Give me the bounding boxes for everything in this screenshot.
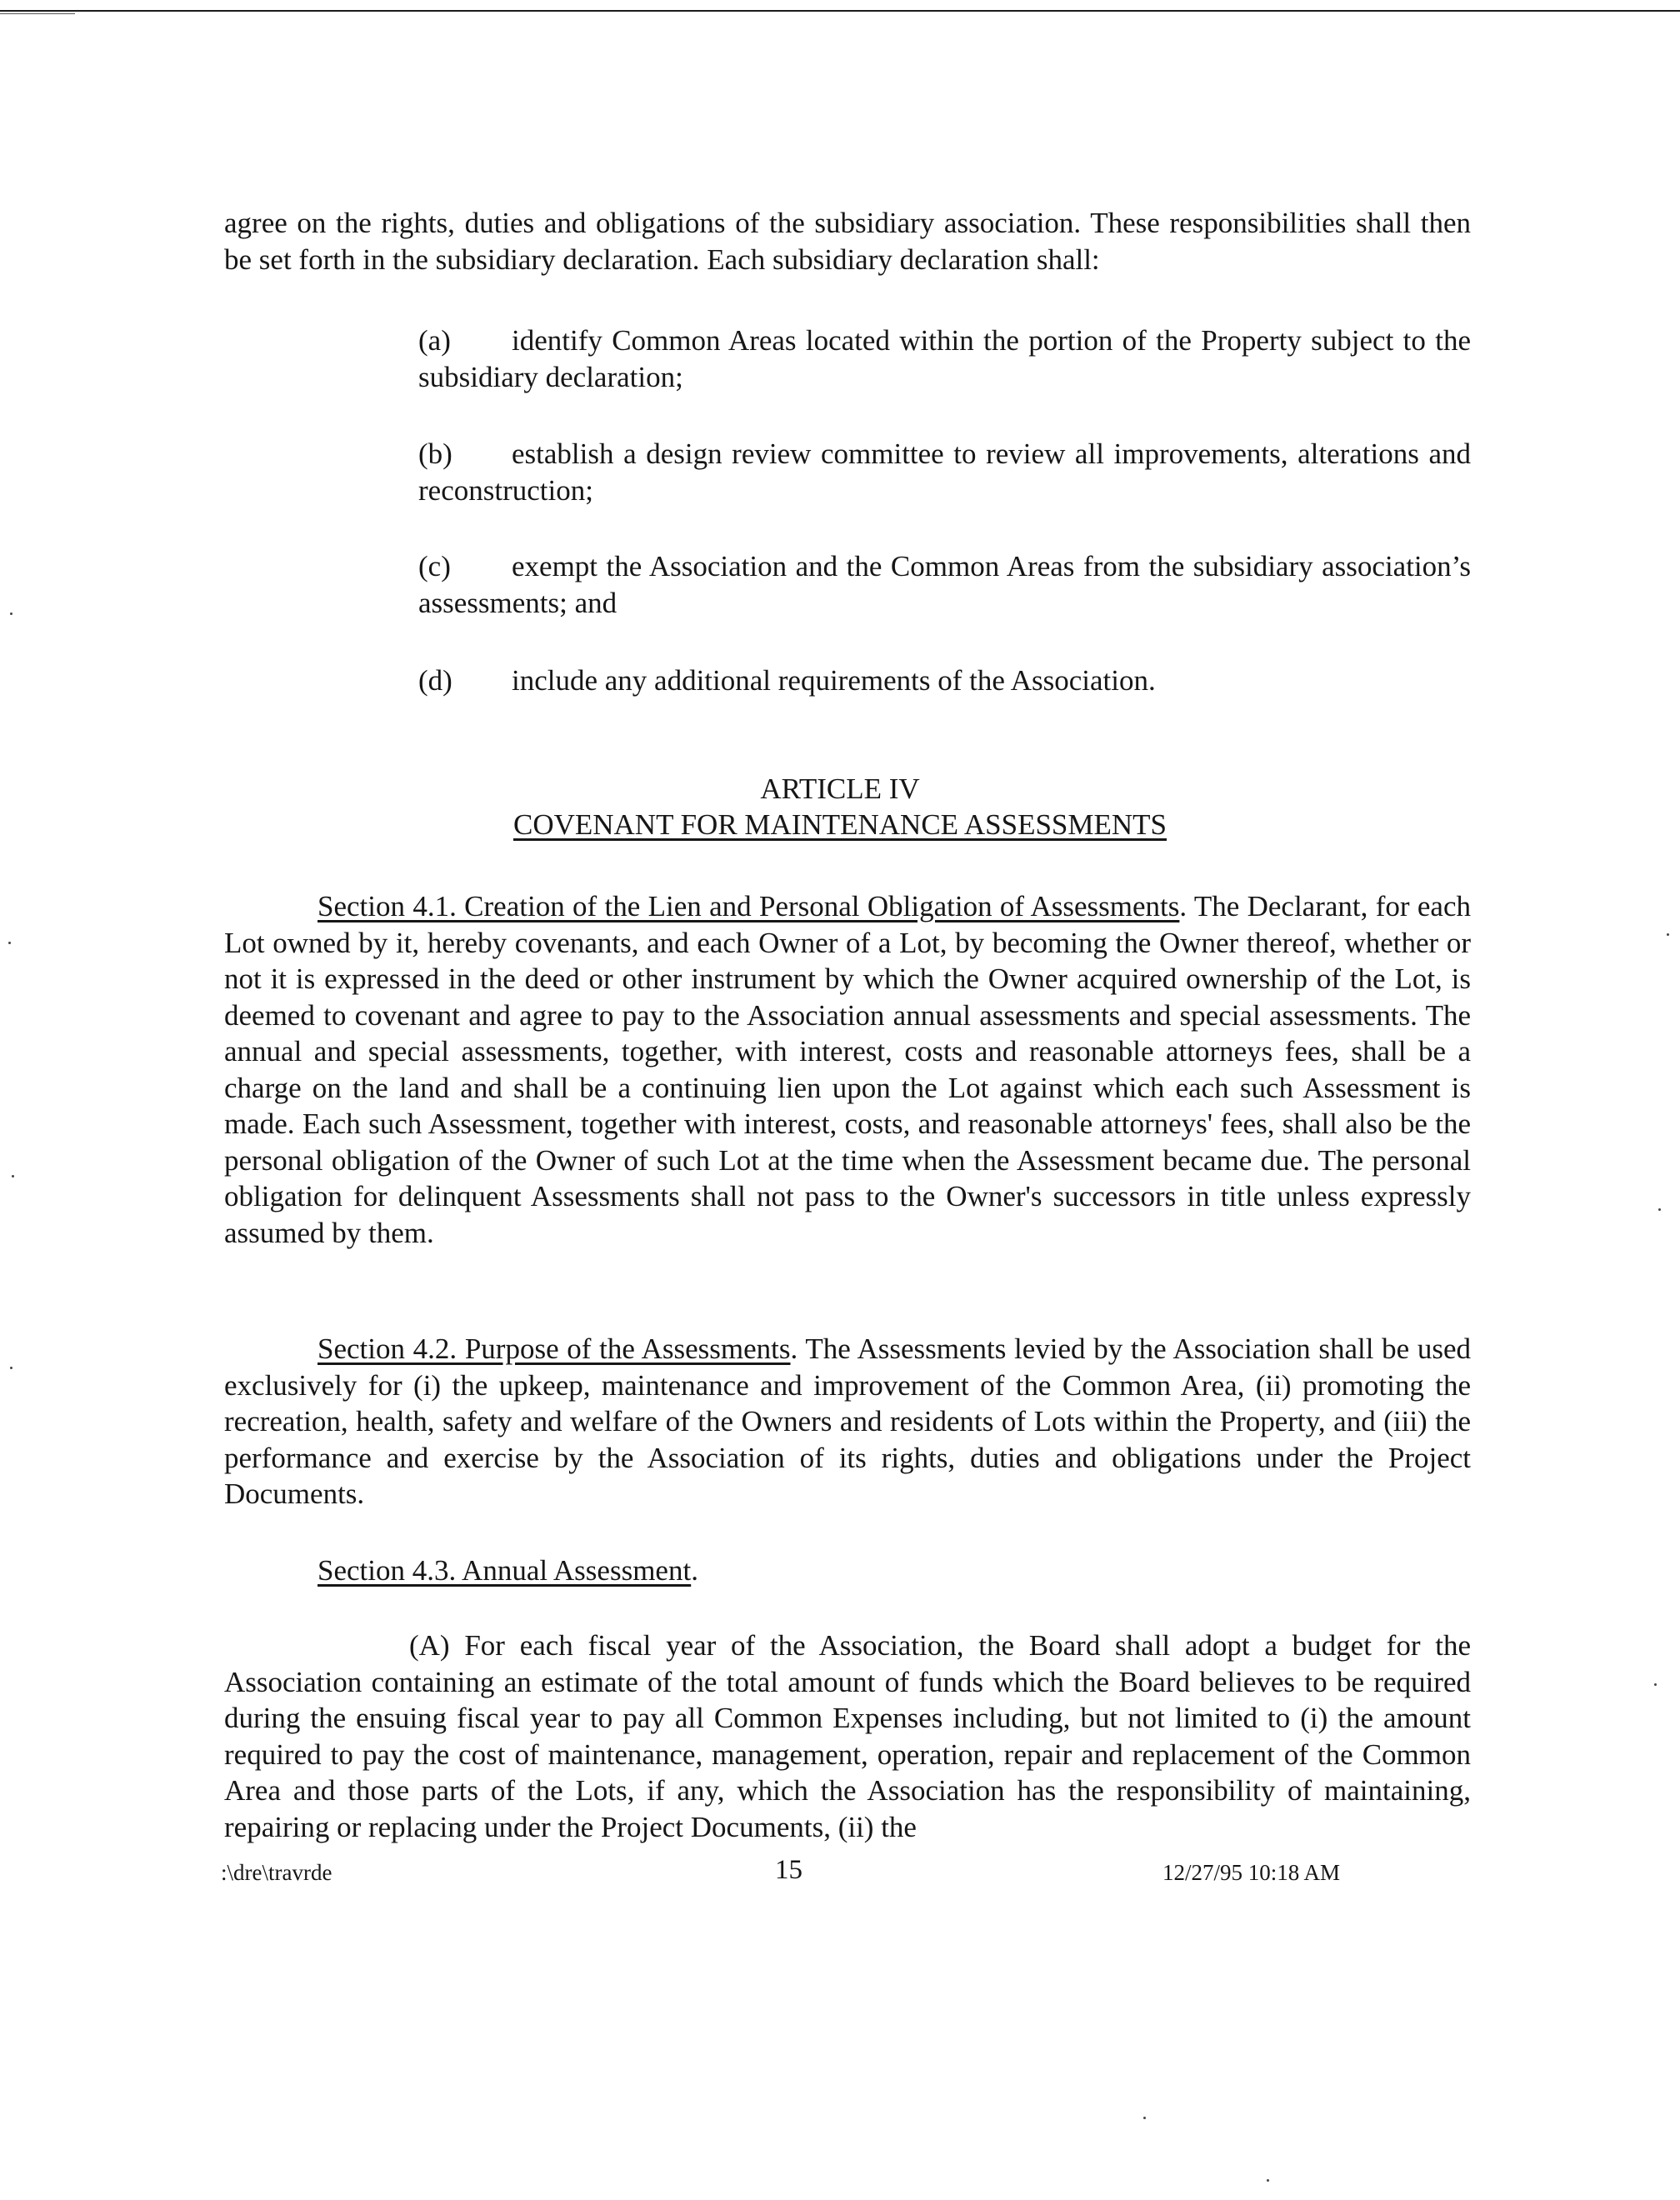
scan-speck	[1667, 933, 1669, 936]
page-number: 15	[775, 1855, 802, 1885]
top-scan-rule-thin	[0, 13, 75, 14]
section-4-3: Section 4.3. Annual Assessment.	[318, 1554, 698, 1587]
footer-datetime: 12/27/95 10:18 AM	[1162, 1860, 1341, 1885]
section-heading: Section 4.1. Creation of the Lien and Personal Obligation of Assessments	[318, 890, 1180, 922]
scan-speck	[1658, 1208, 1661, 1211]
subsection-label: (A)	[409, 1629, 450, 1662]
article-title: COVENANT FOR MAINTENANCE ASSESSMENTS	[512, 808, 1168, 841]
list-item-text: exempt the Association and the Common Areas from the subsidiary association’s assessments; and	[418, 550, 1471, 619]
footer-file-path: :\dre\travrde	[221, 1860, 332, 1885]
scan-speck	[10, 1367, 12, 1369]
list-item-label: (d)	[418, 664, 452, 697]
list-item-label: (a)	[418, 324, 451, 357]
scan-speck	[8, 942, 11, 944]
section-body: The Declarant, for each Lot owned by it, hereby covenants, and each Owner of a Lot, by becoming the Owner thereof, whether or not it is expressed in the deed or other instrument by which the Owner acquired ownership of the Lot, is deemed to covenant and agree to pay to the Association annual assessments and special assessments. The annual and special assessments, together, with interest, costs and reasonable attorneys fees, shall be a charge on the land and shall be a continuing lien upon the Lot against which each such Assessment is made. Each such Assessment, together with interest, costs, and reasonable attorneys' fees, shall also be the personal obligation of the Owner of such Lot at the time when the Assessment became due. The personal obligation for delinquent Assessments shall not pass to the Owner's successors in title unless expressly assumed by them.	[224, 890, 1471, 1249]
section-heading: Section 4.3. Annual Assessment	[318, 1554, 692, 1587]
list-item-label: (b)	[418, 438, 452, 470]
list-item-label: (c)	[418, 550, 451, 582]
list-item-d	[418, 662, 1471, 699]
list-item-text: identify Common Areas located within the portion of the Property subject to the subsidiary declaration;	[418, 324, 1471, 393]
section-4-1: Section 4.1. Creation of the Lien and Personal Obligation of Assessments. The Declarant, for each Lot owned by it, hereby covenants, and each Owner of a Lot, by becoming the Owner thereof, whether or not it is expressed in the deed or other instrument by which the Owner acquired ownership of the Lot, is deemed to covenant and agree to pay to the Association annual assessments and special assessments. The annual and special assessments, together, with interest, costs and reasonable attorneys fees, shall be a charge on the land and shall be a continuing lien upon the Lot against which each such Assessment is made. Each such Assessment, together with interest, costs, and reasonable attorneys' fees, shall also be the personal obligation of the Owner of such Lot at the time when the Assessment became due. The personal obligation for delinquent Assessments shall not pass to the Owner's successors in title unless expressly assumed by them.	[224, 890, 1471, 1249]
list-item-c	[418, 548, 1471, 621]
section-body: The Assessments levied by the Association shall be used exclusively for (i) the upkeep, maintenance and improvement of the Common Area, (ii) promoting the recreation, health, safety and welfare of the Owners and residents of Lots within the Property, and (iii) the performance and exercise by the Association of its rights, duties and obligations under the Project Documents.	[224, 1332, 1471, 1510]
list-item-text: establish a design review committee to review all improvements, alterations and reconstruction;	[418, 438, 1471, 507]
scan-speck	[1143, 2117, 1146, 2119]
subsection-text: For each fiscal year of the Association, the Board shall adopt a budget for the Association containing an estimate of the total amount of funds which the Board believes to be required during the ensuing fiscal year to pay all Common Expenses including, but not limited to (i) the amount required to pay the cost of maintenance, management, operation, repair and replacement of the Common Area and those parts of the Lots, if any, which the Association has the responsibility of maintaining, repairing or replacing under the Project Documents, (ii) the	[224, 1629, 1471, 1843]
scan-speck	[1267, 2179, 1269, 2182]
scan-speck	[1654, 1683, 1657, 1686]
scan-speck	[12, 1175, 14, 1178]
subsection-a	[224, 1628, 1471, 1845]
list-item-a	[418, 322, 1471, 395]
list-item-text: include any additional requirements of the Association.	[512, 664, 1156, 697]
top-scan-rule	[0, 10, 1680, 12]
section-4-2: Section 4.2. Purpose of the Assessments. The Assessments levied by the Association shall be used exclusively for (i) the upkeep, maintenance and improvement of the Common Area, (ii) promoting the recreation, health, safety and welfare of the Owners and residents of Lots within the Property, and (iii) the performance and exercise by the Association of its rights, duties and obligations under the Project Documents.	[224, 1332, 1471, 1510]
section-heading: Section 4.2. Purpose of the Assessments	[318, 1332, 791, 1365]
scan-speck	[10, 612, 12, 615]
list-item-b	[418, 436, 1471, 508]
continuation-paragraph: agree on the rights, duties and obligations of the subsidiary association. These responsibilities shall then be set forth in the subsidiary declaration. Each subsidiary declaration shall:	[224, 207, 1471, 276]
article-number: ARTICLE IV	[760, 772, 920, 805]
